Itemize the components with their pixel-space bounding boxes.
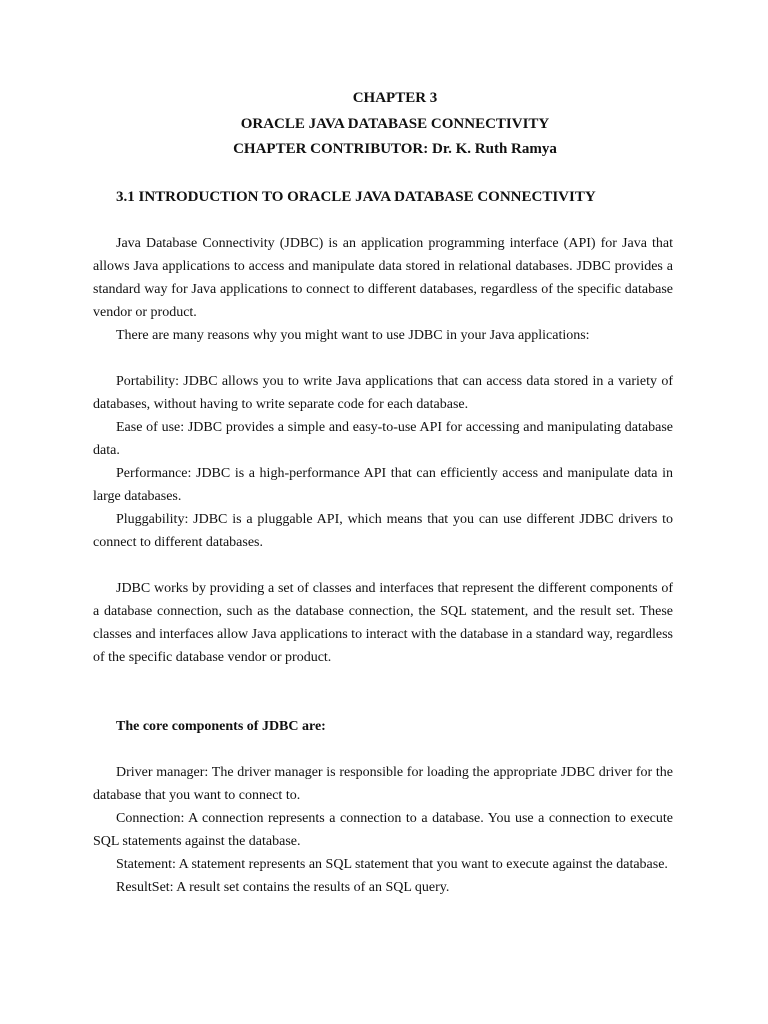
- paragraph-performance: Performance: JDBC is a high-performance API that can efficiently access and manipulate data in large databases.: [93, 466, 673, 504]
- paragraph-pluggability: Pluggability: JDBC is a pluggable API, which means that you can use different JDBC drivers to connect to different databases.: [93, 512, 673, 550]
- paragraph-connection: Connection: A connection represents a connection to a database. You use a connection to execute SQL statements against the database.: [93, 811, 673, 849]
- chapter-number: CHAPTER 3: [352, 90, 438, 106]
- chapter-title-block: [0, 86, 768, 163]
- paragraph-ease-of-use: Ease of use: JDBC provides a simple and easy-to-use API for accessing and manipulating database data.: [93, 420, 673, 458]
- paragraph-reasons-lead: There are many reasons why you might want to use JDBC in your Java applications:: [116, 328, 590, 343]
- paragraph-intro: Java Database Connectivity (JDBC) is an application programming interface (API) for Java that allows Java applications to access and manipulate data stored in relational databases. JDBC provides a standard way for Java applications to connect to different databases, regardless of the specific database vendor or product.: [93, 236, 673, 320]
- paragraph-driver-manager: Driver manager: The driver manager is responsible for loading the appropriate JDBC driver for the database that you want to connect to.: [93, 765, 673, 803]
- paragraph-statement: Statement: A statement represents an SQL statement that you want to execute against the database.: [116, 857, 668, 872]
- chapter-title: ORACLE JAVA DATABASE CONNECTIVITY: [240, 115, 550, 132]
- paragraph-how-it-works: JDBC works by providing a set of classes and interfaces that represent the different components of a database connection, such as the database connection, the SQL statement, and the result set. These classes and interfaces allow Java applications to interact with the database in a standard way, regardless of the specific database vendor or product.: [93, 581, 673, 665]
- core-components-heading: The core components of JDBC are:: [116, 719, 326, 734]
- section-heading: 3.1 INTRODUCTION TO ORACLE JAVA DATABASE CONNECTIVITY: [116, 189, 596, 205]
- paragraph-portability: Portability: JDBC allows you to write Java applications that can access data stored in a variety of databases, without having to write separate code for each database.: [93, 374, 673, 412]
- body-text: [93, 232, 673, 899]
- paragraph-resultset: ResultSet: A result set contains the results of an SQL query.: [116, 880, 450, 895]
- chapter-contributor: CHAPTER CONTRIBUTOR: Dr. K. Ruth Ramya: [233, 141, 557, 157]
